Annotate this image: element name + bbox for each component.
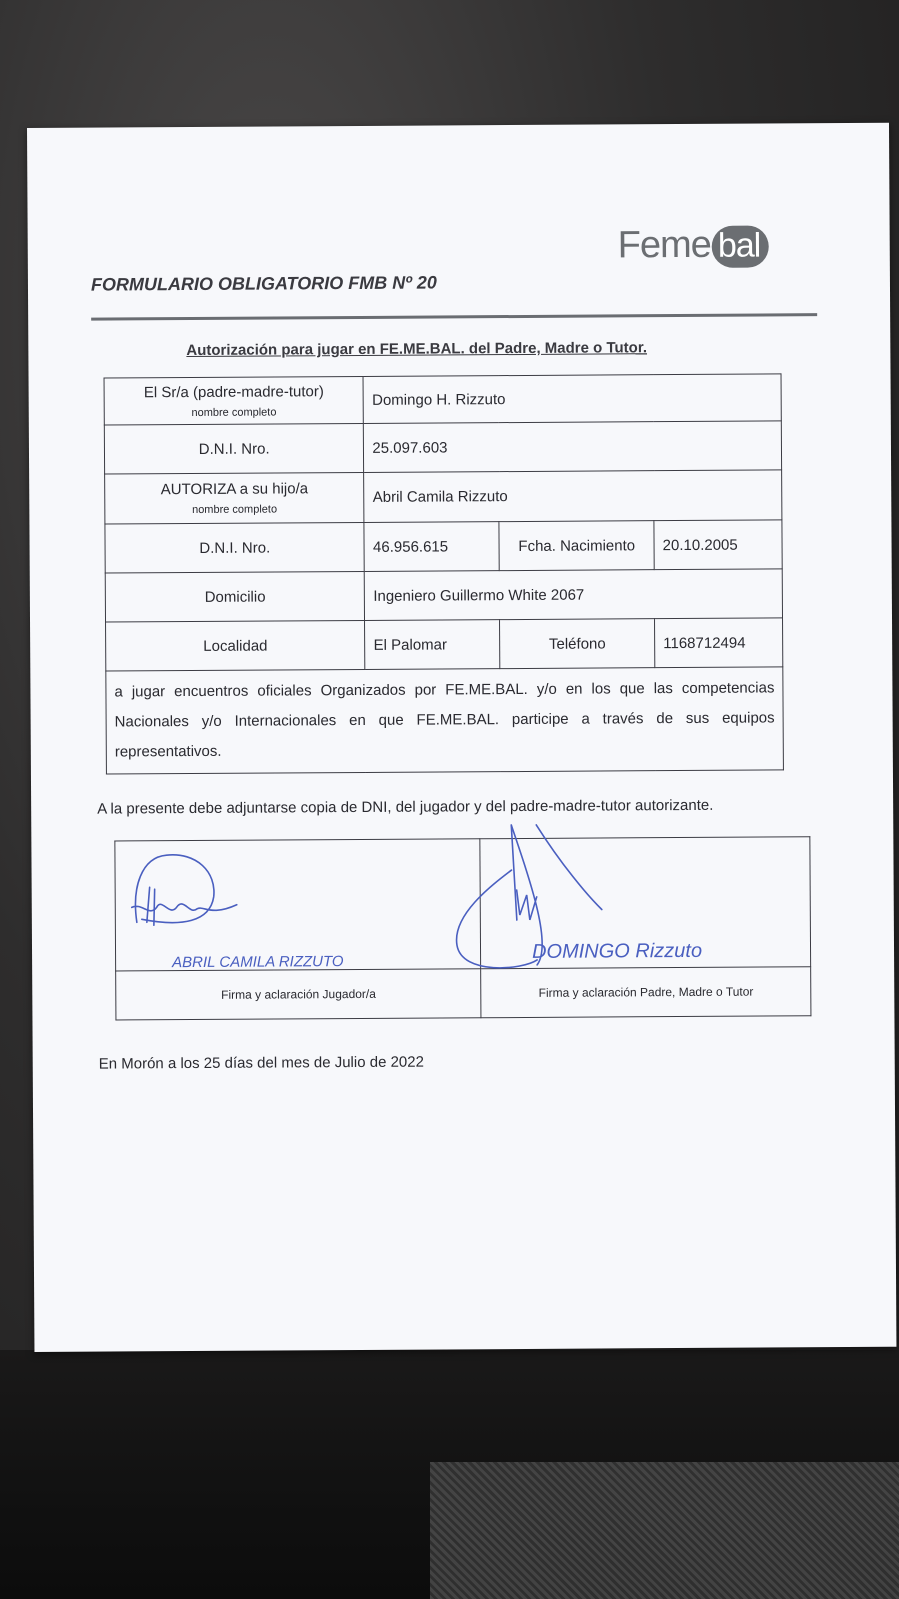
child-name-field[interactable]: Abril Camila Rizzuto	[364, 470, 782, 523]
tutor-handwritten-name: DOMINGO Rizzuto	[531, 939, 703, 963]
phone-field[interactable]: 1168712494	[655, 618, 783, 668]
tutor-signature-caption: Firma y aclaración Padre, Madre o Tutor	[481, 967, 811, 1018]
date-line: En Morón a los 25 días del mes de Julio de 2022	[98, 1053, 424, 1073]
player-handwritten-name: ABRIL CAMILA RIZZUTO	[172, 953, 344, 972]
tutor-sublabel: nombre completo	[191, 405, 277, 419]
tutor-label: El Sr/a (padre-madre-tutor)	[143, 382, 324, 401]
birth-date-field[interactable]: 20.10.2005	[654, 520, 782, 570]
form-title: FORMULARIO OBLIGATORIO FMB Nº 20	[90, 272, 437, 295]
document-page	[27, 123, 896, 1352]
child-dni-label: D.N.I. Nro.	[105, 522, 365, 573]
tutor-dni-field[interactable]: 25.097.603	[364, 421, 782, 473]
birth-date-label: Fcha. Nacimiento	[499, 521, 654, 571]
autoriza-label: AUTORIZA a su hijo/a	[160, 480, 309, 499]
child-dni-field[interactable]: 46.956.615	[364, 522, 499, 572]
phone-label: Teléfono	[500, 619, 655, 669]
form-subtitle: Autorización para jugar en FE.ME.BAL. del Padre, Madre o Tutor.	[186, 339, 648, 360]
tutor-dni-label: D.N.I. Nro.	[104, 423, 364, 474]
authorization-paragraph: a jugar encuentros oficiales Organizados por FE.ME.BAL. y/o en los que las competencias Nacionales y/o Internacionales en que FE.ME.BAL. participe a través de sus equipos representativos.	[106, 667, 784, 774]
logo-suffix: bal	[712, 225, 769, 267]
attachment-note: A la presente debe adjuntarse copia de DNI, del jugador y del padre-madre-tutor autorizante.	[97, 796, 714, 818]
handwritten-signatures	[27, 123, 896, 1352]
address-field[interactable]: Ingeniero Guillermo White 2067	[365, 569, 783, 621]
autoriza-sublabel: nombre completo	[192, 503, 278, 516]
locality-label: Localidad	[106, 620, 366, 671]
logo-prefix: Feme	[617, 223, 711, 267]
address-label: Domicilio	[105, 571, 365, 622]
player-signature-caption: Firma y aclaración Jugador/a	[116, 969, 482, 1020]
locality-field[interactable]: El Palomar	[365, 620, 500, 670]
floor-mat	[430, 1462, 899, 1599]
tutor-name-field[interactable]: Domingo H. Rizzuto	[363, 374, 781, 424]
